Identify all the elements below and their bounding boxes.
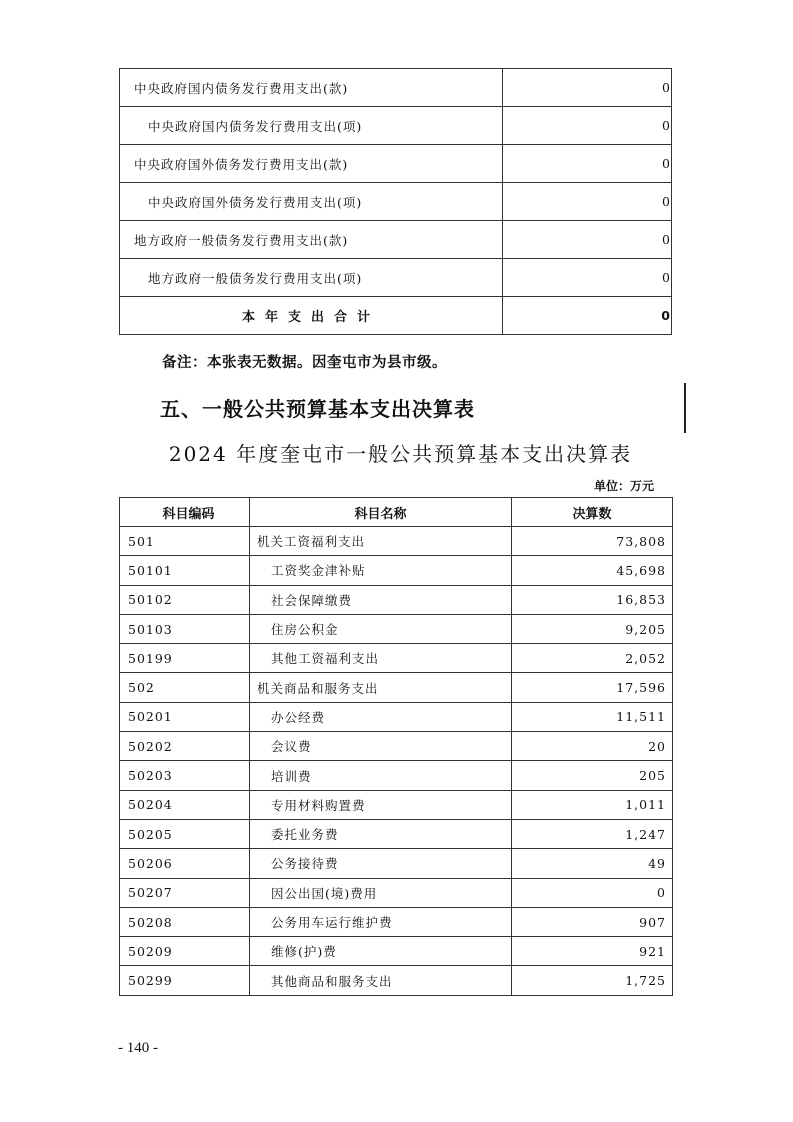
final-amount: 1,247 [512, 819, 673, 848]
final-amount: 9,205 [512, 614, 673, 643]
table-row [120, 527, 673, 556]
table-row [120, 819, 673, 848]
header-name: 科目名称 [250, 498, 512, 527]
table-row [120, 585, 673, 614]
subject-code: 50102 [120, 585, 250, 614]
subject-code: 50202 [120, 732, 250, 761]
table-row [120, 849, 673, 878]
table-row [120, 673, 673, 702]
table-row [120, 614, 673, 643]
table-row [120, 221, 672, 259]
final-amount: 1,011 [512, 790, 673, 819]
row-value: 0 [503, 183, 672, 221]
subject-name: 住房公积金 [250, 614, 512, 643]
page-number: - 140 - [118, 1040, 158, 1056]
row-name: 地方政府一般债务发行费用支出(款) [120, 221, 503, 259]
subject-code: 502 [120, 673, 250, 702]
subject-name: 会议费 [250, 732, 512, 761]
subject-name: 公务接待费 [250, 849, 512, 878]
final-amount: 205 [512, 761, 673, 790]
table-header-row [120, 498, 673, 527]
subject-name: 社会保障缴费 [250, 585, 512, 614]
subject-code: 50101 [120, 556, 250, 585]
row-name: 中央政府国内债务发行费用支出(款) [120, 69, 503, 107]
final-amount: 49 [512, 849, 673, 878]
subject-name: 机关工资福利支出 [250, 527, 512, 556]
table-row [120, 790, 673, 819]
subject-name: 委托业务费 [250, 819, 512, 848]
final-amount: 20 [512, 732, 673, 761]
subject-code: 50203 [120, 761, 250, 790]
table-row [120, 966, 673, 995]
row-name: 中央政府国外债务发行费用支出(项) [120, 183, 503, 221]
table-title: 2024 年度奎屯市一般公共预算基本支出决算表 [168, 442, 633, 466]
subject-code: 50207 [120, 878, 250, 907]
subject-name: 公务用车运行维护费 [250, 907, 512, 936]
table-row [120, 259, 672, 297]
subject-name: 培训费 [250, 761, 512, 790]
table-row [120, 183, 672, 221]
unit-label: 单位：万元 [593, 479, 654, 493]
final-amount: 921 [512, 937, 673, 966]
subject-code: 50199 [120, 644, 250, 673]
subject-name: 办公经费 [250, 702, 512, 731]
row-value: 0 [503, 107, 672, 145]
subject-code: 50209 [120, 937, 250, 966]
total-value: 0 [503, 297, 672, 335]
row-name: 中央政府国内债务发行费用支出(项) [120, 107, 503, 145]
table-row [120, 878, 673, 907]
total-label: 本年支出合计 [120, 297, 503, 335]
final-amount: 907 [512, 907, 673, 936]
final-amount: 73,808 [512, 527, 673, 556]
table-note: 备注：本张表无数据。因奎屯市为县市级。 [162, 355, 447, 371]
subject-code: 50201 [120, 702, 250, 731]
subject-code: 50103 [120, 614, 250, 643]
final-amount: 17,596 [512, 673, 673, 702]
margin-vertical-line [684, 383, 686, 433]
section-heading: 五、一般公共预算基本支出决算表 [160, 397, 475, 421]
subject-code: 50206 [120, 849, 250, 878]
row-name: 地方政府一般债务发行费用支出(项) [120, 259, 503, 297]
total-row [120, 297, 672, 335]
table-row [120, 937, 673, 966]
subject-name: 其他工资福利支出 [250, 644, 512, 673]
subject-code: 50205 [120, 819, 250, 848]
subject-name: 其他商品和服务支出 [250, 966, 512, 995]
table-row [120, 732, 673, 761]
table-row [120, 107, 672, 145]
header-code: 科目编码 [120, 498, 250, 527]
subject-name: 专用材料购置费 [250, 790, 512, 819]
row-value: 0 [503, 259, 672, 297]
basic-expenditure-table [119, 497, 673, 996]
table-row [120, 644, 673, 673]
subject-name: 工资奖金津补贴 [250, 556, 512, 585]
subject-name: 维修(护)费 [250, 937, 512, 966]
final-amount: 16,853 [512, 585, 673, 614]
subject-code: 50299 [120, 966, 250, 995]
subject-code: 50204 [120, 790, 250, 819]
final-amount: 45,698 [512, 556, 673, 585]
row-name: 中央政府国外债务发行费用支出(款) [120, 145, 503, 183]
final-amount: 0 [512, 878, 673, 907]
header-amount: 决算数 [512, 498, 673, 527]
subject-name: 因公出国(境)费用 [250, 878, 512, 907]
table-row [120, 907, 673, 936]
subject-name: 机关商品和服务支出 [250, 673, 512, 702]
final-amount: 11,511 [512, 702, 673, 731]
table-row [120, 702, 673, 731]
subject-code: 50208 [120, 907, 250, 936]
table-row [120, 556, 673, 585]
table-row [120, 69, 672, 107]
row-value: 0 [503, 221, 672, 259]
final-amount: 1,725 [512, 966, 673, 995]
table-row [120, 145, 672, 183]
subject-code: 501 [120, 527, 250, 556]
row-value: 0 [503, 145, 672, 183]
final-amount: 2,052 [512, 644, 673, 673]
row-value: 0 [503, 69, 672, 107]
table-row [120, 761, 673, 790]
debt-issuance-expense-table [119, 68, 672, 335]
